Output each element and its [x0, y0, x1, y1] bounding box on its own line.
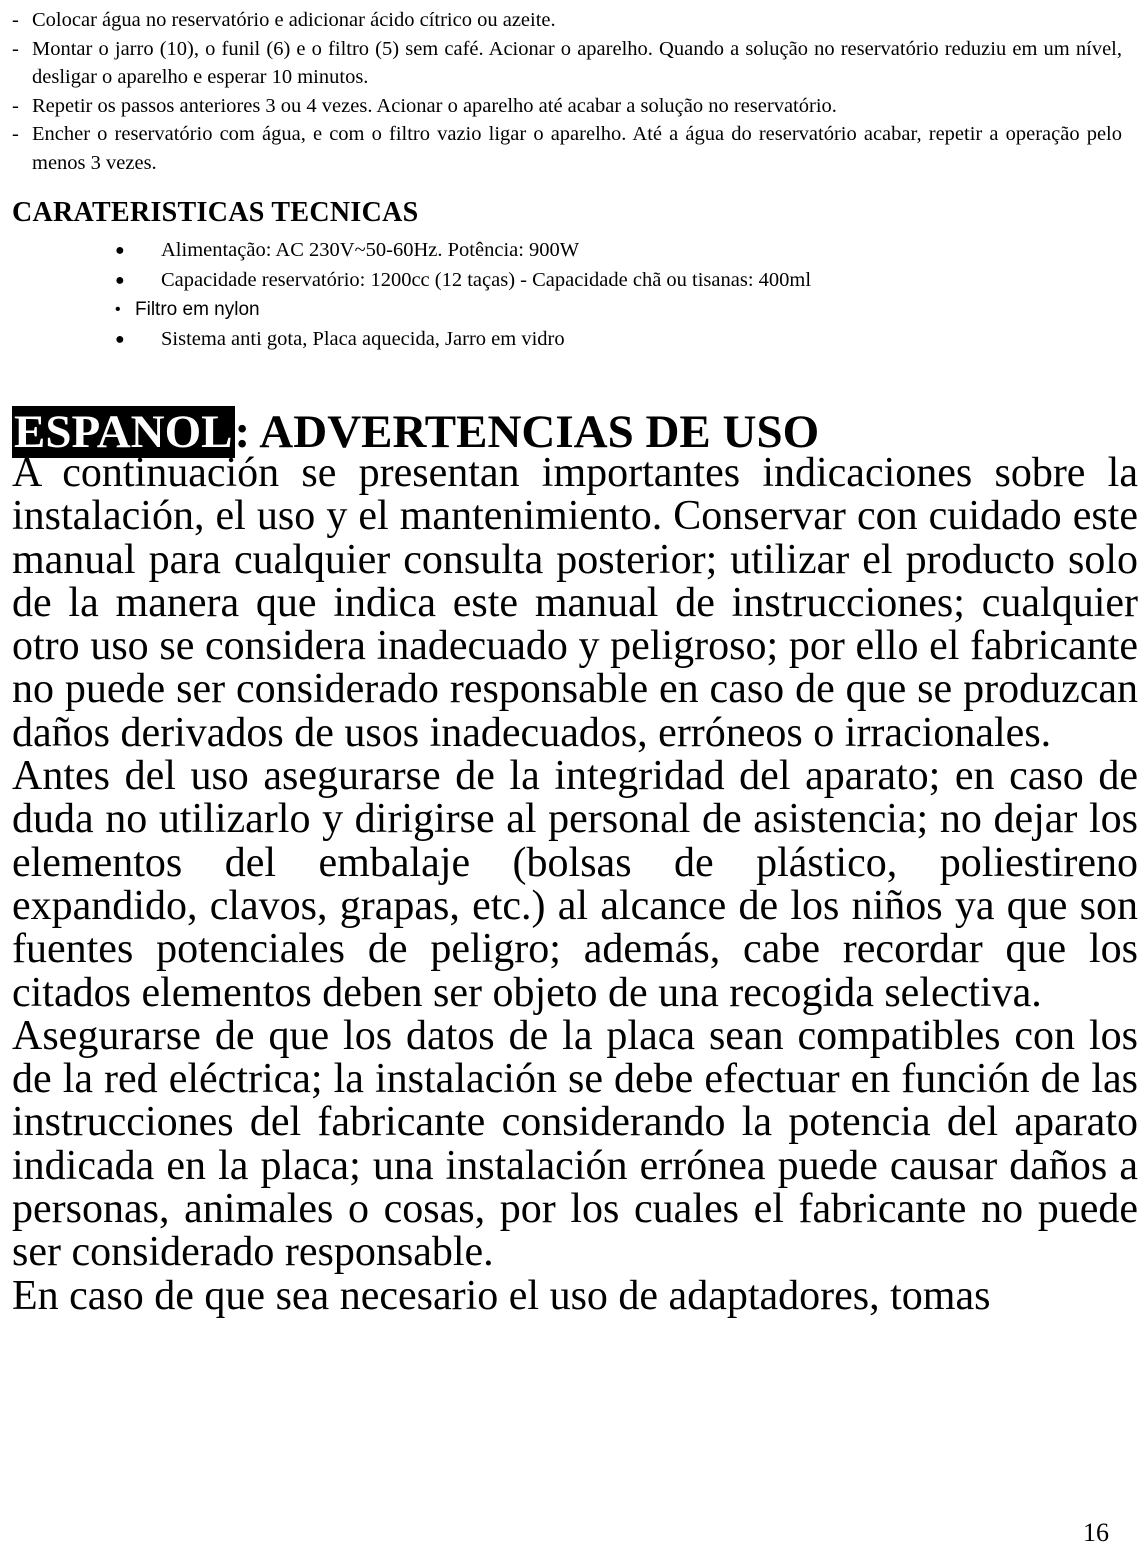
bullet-icon: ● [115, 271, 125, 289]
dash-marker: - [12, 94, 19, 117]
warning-paragraph: En caso de que sea necesario el uso de adaptadores, tomas [12, 1272, 991, 1319]
spec-item [0, 236, 811, 266]
spec-item [0, 325, 811, 355]
descale-step [12, 120, 1122, 177]
dash-marker: - [12, 9, 19, 31]
page-number: 16 [1083, 1518, 1109, 1547]
spanish-heading-text: : ADVERTENCIAS DE USO [234, 406, 820, 458]
warning-paragraph: A continuación se presentan importantes indicaciones sobre la instalación, el uso y el mantenimiento. Conservar con cuidado este manual para cualquier consulta posterior; utilizar el producto solo de la manera que indica este manual de instrucciones; cualquier otro uso se considera inadecuado y peligroso; por ello el fabricante no puede ser considerado responsable en caso de que se produzcan daños derivados de usos inadecuados, erróneos o irracionales. [12, 450, 1138, 756]
descale-step-text: Repetir os passos anteriores 3 ou 4 vezes. Acionar o aparelho até acabar a solução no reservatório. [32, 94, 837, 117]
bullet-icon: • [115, 301, 121, 318]
descale-step [12, 92, 1122, 121]
spec-item [0, 266, 811, 296]
spanish-warnings-body [12, 452, 1138, 1318]
spec-item [0, 295, 811, 325]
bullet-icon: ● [115, 330, 125, 348]
dash-marker: - [12, 123, 19, 145]
language-tag: ESPANOL [14, 406, 233, 458]
spec-item-text: Alimentação: AC 230V~50-60Hz. Potência: 900W [161, 239, 580, 261]
descale-step-text: Colocar água no reservatório e adicionar ácido cítrico ou azeite. [32, 9, 556, 31]
descale-step-text: Encher o reservatório com água, e com o filtro vazio ligar o aparelho. Até a água do reservatório acabar, repetir a operação pelo menos 3 vezes. [32, 123, 1122, 174]
technical-specs-list [0, 236, 811, 354]
descale-step [12, 6, 1122, 35]
spec-item-text: Capacidade reservatório: 1200cc (12 taças) - Capacidade chã ou tisanas: 400ml [161, 268, 812, 291]
descale-steps-list [12, 6, 1122, 177]
spec-item-text: Filtro em nylon [135, 299, 260, 320]
warning-paragraph: Antes del uso asegurarse de la integridad del aparato; en caso de duda no utilizarlo y dirigirse al personal de asistencia; no dejar los elementos del embalaje (bolsas de plástico, poliestireno expandido, clavos, grapas, etc.) al alcance de los niños ya que son fuentes potenciales de peligro; además, cabe recordar que los citados elementos deben ser objeto de una recogida selectiva. [12, 753, 1138, 1016]
dash-marker: - [12, 37, 19, 60]
spec-item-text: Sistema anti gota, Placa aquecida, Jarro em vidro [161, 327, 565, 350]
descale-step [12, 35, 1122, 92]
warning-paragraph: Asegurarse de que los datos de la placa sean compatibles con los de la red eléctrica; la instalación se debe efectuar en función de las instrucciones del fabricante considerando la potencia del aparato indicada en la placa; una instalación errónea puede causar daños a personas, animales o cosas, por los cuales el fabricante no puede ser considerado responsable. [12, 1012, 1138, 1276]
technical-section-title: CARATERISTICAS TECNICAS [12, 197, 419, 228]
bullet-icon: ● [115, 242, 125, 259]
descale-step-text: Montar o jarro (10), o funil (6) e o filtro (5) sem café. Acionar o aparelho. Quando a solução no reservatório reduziu em um nível, desligar o aparelho e esperar 10 minutos. [32, 37, 1122, 88]
